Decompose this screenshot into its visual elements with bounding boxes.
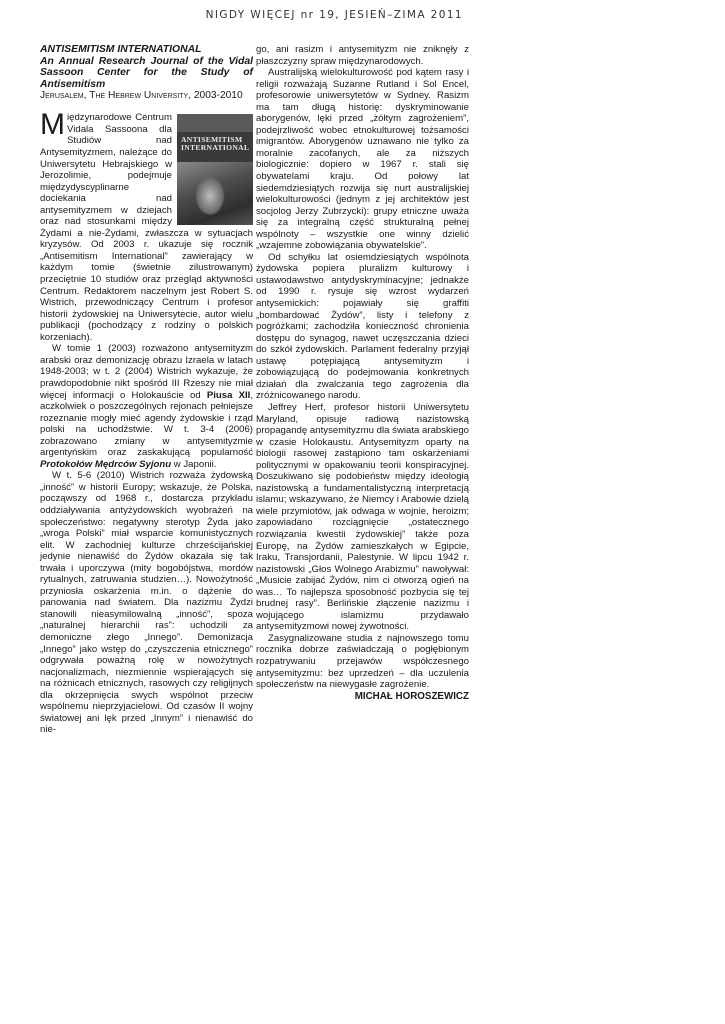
book-publisher: Jerusalem, The Hebrew University, 2003-2010 [40,90,243,102]
volumes-paragraph [40,343,253,470]
jewish-community-paragraph: Od schyłku lat osiemdziesiątych wspólnota żydowska popiera pluralizm kulturowy i ustawodawstwo antydyskryminacyjne; jednakże od 1990 r. rysuje się wzrost wydarzeń antysemickich: pojawiały się graffiti „bombardować Żydów”, listy i telefony z pogróżkami; zachodziła konieczność chronienia dostępu do synagog, nawet uczęszczania dzieci do szkół żydowskich. Parlament federalny przyjął ustawę potępiającą antysemityzm i zobowiązującą do podejmowania konkretnych działań dla zwalczania tego zagrożenia dla zróżnicowanego narodu. [256,251,469,402]
australia-paragraph: Australijską wielokulturowość pod kątem rasy i religii rozważają Suzanne Rutland i Sol Encel, profesorowie uniwersytetów w Sydney. Rasizm ma tam długą historię: dyskryminowanie aborygenów, lęki przed „żółtym zagrożeniem”, podejrzliwość wobec etnokulturowej tożsamości imigrantów. Aborygenów uznawano nie tylko za moralnie zacofanych, ale za niższych biologicznie: dopiero w 1967 r. stali się obywatelami kraju. Od połowy lat siedemdziesiątych rozwija się nurt australijskiej wielokulturowości (jednym z jej architektów jest socjolog Jerzy Zubrzycki): grupy etniczne uważa się za integralną część strukturalną pełnej wspólnoty – wszystkie one winny dzielić „wzajemne zobowiązania obywatelskie”. [256,67,469,252]
volumes-text-a: W tomie 1 (2003) rozważono antysemityzm arabski oraz demonizację obrazu Izraela w latach 1948-2003; w t. 2 (2004) Wistrich wykazuje, że prawdopodobnie nikt spośród III Rzeszy nie miał więcej informacji o Holokauście od [40,343,253,401]
intro-text: iędzynarodowe Centrum Vidala Sassoona dla Studiów nad Antysemityzmem, należące do Uniwersytetu Hebrajskiego w Jerozolimie, podejmuje międzydyscyplinarne dociekania nad antysemityzmem w dziejach oraz nad stosunkami między Żydami a nie-Żydami, zwłaszcza w sytuacjach kryzysów. Od 2003 r. ukazuje się rocznik „Antisemitism International” zawierający w każdym tomie (świetnie zilustrowanym) przeciętnie 10 studiów oraz przegląd aktywności Centrum. Redaktorem naczelnym jest Robert S. Wistrich, przewodniczący Centrum i profesor historii żydowskiej na Uniwersytecie, autor wielu publikacji (pochodzący z rodziny o polskich korzeniach). [40,112,253,343]
running-head: NIGDY WIĘCEJ nr 19, JESIEŃ–ZIMA 2011 [205,9,463,21]
publisher-city: Jerusalem [40,90,84,102]
right-column [256,44,469,702]
book-cover-title: ANTISEMITISM INTERNATIONAL [181,135,250,153]
intro-paragraph [40,108,253,343]
left-column [40,44,253,736]
volumes-text-c: , aczkolwiek o poszczególnych rejonach pełniejsze rozeznanie mogły mieć agendy żydowskie i rząd polski na uchodźstwie. W t. 3-4 (2006) zobrazowano zmiany w antysemityzmie argentyńskim oraz zaskakującą popularność [40,389,253,459]
continuation-paragraph: go, ani rasizm i antysemityzm nie zniknęły z płaszczyzny spraw międzynarodowych. [256,44,469,67]
author-signature: MICHAŁ HOROSZEWICZ [354,690,469,702]
publication-years: , 2003-2010 [188,90,243,102]
volume-5-6-paragraph: W t. 5-6 (2010) Wistrich rozważa żydowską „inność” w historii Europy; wskazuje, że Polska, począwszy od 1968 r., dostarcza przykładu oddziaływania antyżydowskich wyobrażeń na społeczeństwo: negatywny sterotyp Żyda jako „wroga Polski” miał wsparcie komunistycznych elit. W zachodniej kulturze chrześcijańskiej jedynie nienawiść do Żydów okazała się tak trwała i uporczywa (mity bogobójstwa, mordów rytualnych, zatruwania studzien…). Nowożytność przyniosła oskarżenia m.in. o dążenie do panowania nad światem. Dla nazizmu Żydzi stanowili nieasymilowalną „inność”, spoza „naturalnej hierarchii ras”: uchodzili za demoniczne złego „Innego”. Demonizacja „Innego” jako wstęp do „czyszczenia etnicznego” odgrywała poważną rolę w nowożytnych nacjonalizmach, niezmiennie wspierających się na różnicach etnicznych, rasowych czy religijnych dla okrzepnięcia swych wspólnot przeciw wspólnemu nieprzyjacielowi. Od czasów II wojny światowej ani lęk przed „Innym” i nienawiść do nie- [40,470,253,736]
drop-cap: M [40,108,65,142]
herf-paragraph: Jeffrey Herf, profesor historii Uniwersytetu Maryland, opisuje radiową nazistowską propagandę antysemityzmu dla świata arabskiego w czasie Holokaustu. Antysemityzm oparty na biologii rasowej zastąpiono tam oskarżeniami politycznymi w opakowaniu teorii konspiracyjnej. Doszukiwano się podobieństw między ideologią nazistowską a fundamentalistyczną interpretacją islamu; wskazywano, że Niemcy i Arabowie dzielą wiele przymiotów, jak odwaga w wojnie, heroizm; zapowiadano rozciągnięcie „ostatecznego rozwiązania kwestii żydowskiej” także poza Europę, na Żydów zamieszkałych w Egipcie, Iraku, Transjordanii, Palestynie. W lipcu 1942 r. nazistowski „Głos Wolnego Arabizmu” nawoływał: „Musicie zabijać Żydów, nim ci otworzą ogień na was… To najlepsza sposobność pozbycia się tej brudnej rasy”. Berlińskie złączenie nazizmu i wojującego islamizmu przydawało antysemityzmowi nowej żywotności. [256,401,469,633]
book-title: ANTISEMITISM INTERNATIONAL [40,44,202,55]
pius-xii: Piusa XII [206,389,251,401]
protocols-title: Protokołów Mędrców Syjonu [40,458,172,470]
book-cover-image [177,114,253,225]
volumes-text-e: w Japonii. [171,458,217,470]
book-subtitle: An Annual Research Journal of the Vidal Sassoon Center for the Study of Antisemitism [40,55,253,90]
publisher-name: The Hebrew University [89,90,189,102]
conclusion-paragraph: Zasygnalizowane studia z najnowszego tomu rocznika dobrze zaświadczają o pogłębionym rozpatrywaniu przejawów współczesnego antysemityzmu: bez uprzedzeń – dla uczulenia społeczeństw na niewygasłe zagrożenie. [256,632,469,691]
